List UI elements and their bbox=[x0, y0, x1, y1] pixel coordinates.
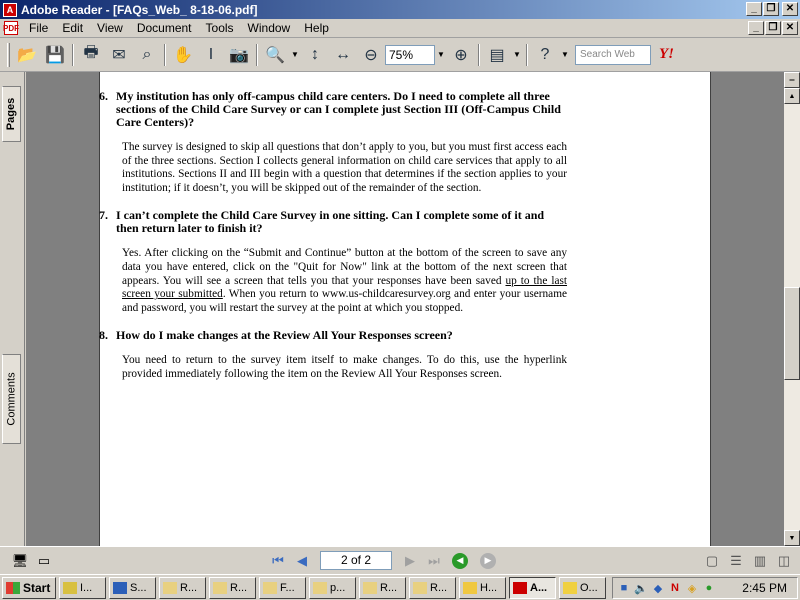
taskbar-item[interactable]: F... bbox=[259, 577, 306, 599]
mail-icon bbox=[213, 582, 227, 594]
zoom-tool-dropdown-icon[interactable]: ▼ bbox=[291, 50, 299, 59]
system-tray bbox=[612, 577, 798, 599]
menu-document[interactable]: Document bbox=[136, 21, 192, 35]
restore-button[interactable]: ❐ bbox=[763, 2, 779, 16]
last-page-icon[interactable]: ⏭ bbox=[428, 552, 440, 568]
title-bar bbox=[0, 0, 800, 19]
menu-window[interactable]: Window bbox=[247, 21, 291, 35]
save-icon[interactable]: 💾 bbox=[45, 46, 65, 64]
search-web-input[interactable]: Search Web bbox=[575, 45, 651, 65]
faq-content bbox=[99, 90, 567, 396]
zoom-dropdown-icon[interactable]: ▼ bbox=[437, 50, 445, 59]
actual-size-icon[interactable]: ↕ bbox=[311, 45, 319, 63]
previous-view-icon[interactable]: ◀ bbox=[452, 553, 468, 569]
snapshot-camera-icon[interactable]: 📷 bbox=[229, 46, 249, 64]
faq-answer: The survey is designed to skip all questions that don’t apply to you, but you must first access each of the three sections. Section I collects general information on child care services that apply to all institutions. Sections II and III begin with a question that determines if the section applies to your institution; if it doesn’t, you will be skipped out of the remainder of the section. bbox=[122, 141, 567, 194]
mail-icon bbox=[163, 582, 177, 594]
select-text-icon[interactable]: I bbox=[208, 45, 214, 63]
minimize-button[interactable]: _ bbox=[746, 2, 762, 16]
adobe-reader-icon bbox=[513, 582, 527, 594]
faq-item-8 bbox=[99, 329, 567, 381]
email-icon[interactable]: ✉ bbox=[112, 46, 126, 64]
word-icon bbox=[113, 582, 127, 594]
doc-restore-button[interactable]: ❐ bbox=[765, 21, 781, 35]
taskbar-item[interactable]: H... bbox=[459, 577, 506, 599]
taskbar-item[interactable]: R... bbox=[159, 577, 206, 599]
zoom-in-icon[interactable]: ⊕ bbox=[454, 46, 468, 64]
volume-icon[interactable]: 🔈 bbox=[634, 582, 648, 595]
zoom-tool-icon[interactable]: 🔍 bbox=[265, 46, 285, 64]
page-number-input[interactable]: 2 of 2 bbox=[320, 551, 392, 570]
hand-tool-icon[interactable]: ✋ bbox=[173, 46, 193, 64]
windows-logo-icon bbox=[6, 582, 20, 594]
single-page-icon[interactable]: ▢ bbox=[705, 552, 719, 568]
yahoo-icon[interactable]: Y! bbox=[659, 46, 674, 62]
zoom-out-icon[interactable]: ⊖ bbox=[364, 46, 378, 64]
continuous-facing-icon[interactable]: ▥ bbox=[753, 552, 767, 568]
faq-answer: Yes. After clicking on the “Submit and Continue” button at the bottom of the screen to save any data you have entered, click on the "Quit for Now" link at the bottom of the next screen that appears. You will see a screen that tells you that your responses have been saved up to the last screen your submitted. When you return to www.us-childcaresurvey.org and enter your username and password, you will restart the survey at the point at which you stopped. bbox=[122, 247, 568, 314]
next-page-icon[interactable]: ▶ bbox=[405, 552, 415, 568]
taskbar-item[interactable]: I... bbox=[59, 577, 106, 599]
security-icon[interactable]: ◈ bbox=[687, 582, 697, 595]
faq-answer: You need to return to the survey item itself to make changes. To do this, use the hyperlink provided immediately following the item on the Review All Your Responses screen. bbox=[122, 354, 567, 380]
facing-icon[interactable]: ◫ bbox=[777, 552, 791, 568]
scroll-down-button[interactable]: ▼ bbox=[784, 530, 800, 546]
zoom-level-input[interactable]: 75% bbox=[385, 45, 435, 65]
update-icon[interactable]: ● bbox=[705, 582, 713, 594]
scroll-up-button[interactable]: ▲ bbox=[784, 88, 800, 104]
menu-tools[interactable]: Tools bbox=[205, 21, 234, 35]
faq-question: 7. I can’t complete the Child Care Survey in one sitting. Can I complete some of it and then return later to finish it? bbox=[99, 208, 545, 236]
continuous-icon[interactable]: ☰ bbox=[730, 552, 742, 568]
network-icon[interactable]: ■ bbox=[620, 582, 628, 594]
faq-question: 8. How do I make changes at the Review All Your Responses screen? bbox=[99, 328, 453, 343]
document-icon[interactable]: ▭ bbox=[37, 552, 51, 568]
menu-bar bbox=[0, 19, 800, 38]
search-binoculars-icon[interactable]: ⌕ bbox=[142, 45, 152, 63]
faq-item-7 bbox=[99, 209, 567, 315]
start-button[interactable]: Start bbox=[2, 577, 56, 599]
help-icon[interactable]: ? bbox=[540, 45, 550, 63]
mail-icon bbox=[413, 582, 427, 594]
split-handle-icon[interactable]: ═ bbox=[784, 72, 800, 88]
first-page-icon[interactable]: ⏮ bbox=[272, 552, 284, 568]
menu-help[interactable]: Help bbox=[304, 21, 329, 35]
tab-pages[interactable]: Pages bbox=[2, 86, 21, 142]
underlined-phrase: up to the last screen your submitted bbox=[122, 274, 568, 301]
page-layout-icon[interactable]: ▤ bbox=[489, 46, 505, 64]
adobe-reader-icon: A bbox=[3, 3, 17, 17]
mail-icon bbox=[263, 582, 277, 594]
faq-question: 6. My institution has only off-campus child care centers. Do I need to complete all three sections of the Child Care Survey or can I complete just Section III (Off-Campus Child Care Centers)? bbox=[99, 89, 561, 129]
taskbar-item[interactable]: S... bbox=[109, 577, 156, 599]
taskbar-item[interactable]: O... bbox=[559, 577, 606, 599]
navigation-panel bbox=[0, 72, 25, 546]
monitor-icon[interactable]: 🖥 bbox=[11, 552, 29, 568]
fit-width-icon[interactable]: ↔ bbox=[335, 45, 351, 63]
scroll-thumb[interactable] bbox=[784, 287, 800, 380]
window-title: Adobe Reader - [FAQs_Web_ 8-18-06.pdf] bbox=[21, 2, 258, 17]
status-bar bbox=[0, 546, 800, 574]
taskbar bbox=[0, 574, 800, 600]
menu-file[interactable]: File bbox=[29, 21, 49, 35]
taskbar-item[interactable]: p... bbox=[309, 577, 356, 599]
tab-comments[interactable]: Comments bbox=[2, 354, 21, 444]
print-icon[interactable]: 🖶 bbox=[83, 44, 99, 61]
previous-page-icon[interactable]: ◀ bbox=[297, 552, 307, 568]
taskbar-item[interactable]: R... bbox=[409, 577, 456, 599]
faq-item-6 bbox=[99, 90, 567, 195]
mail-icon bbox=[313, 582, 327, 594]
toolbar bbox=[0, 38, 800, 72]
doc-close-button[interactable]: ✕ bbox=[782, 21, 798, 35]
next-view-icon[interactable]: ▶ bbox=[480, 553, 496, 569]
taskbar-item[interactable]: R... bbox=[359, 577, 406, 599]
shield-icon[interactable]: ◆ bbox=[653, 582, 663, 595]
page-layout-dropdown-icon[interactable]: ▼ bbox=[513, 50, 521, 59]
document-viewport[interactable] bbox=[26, 72, 784, 546]
norton-icon[interactable]: N bbox=[671, 582, 679, 594]
folder-icon bbox=[463, 582, 477, 594]
pdf-document-icon[interactable]: PDF bbox=[4, 21, 18, 35]
menu-view[interactable]: View bbox=[97, 21, 123, 35]
close-button[interactable]: ✕ bbox=[782, 2, 798, 16]
app-icon bbox=[63, 582, 77, 594]
help-dropdown-icon[interactable]: ▼ bbox=[561, 50, 569, 59]
vertical-scrollbar[interactable] bbox=[784, 72, 800, 546]
mail-icon bbox=[363, 582, 377, 594]
doc-minimize-button[interactable]: _ bbox=[748, 21, 764, 35]
open-folder-icon[interactable]: 📂 bbox=[17, 46, 37, 64]
menu-edit[interactable]: Edit bbox=[62, 21, 84, 35]
clock[interactable]: 2:45 PM bbox=[742, 581, 787, 595]
taskbar-item-active[interactable]: A... bbox=[509, 577, 556, 599]
taskbar-item[interactable]: R... bbox=[209, 577, 256, 599]
outlook-icon bbox=[563, 582, 577, 594]
